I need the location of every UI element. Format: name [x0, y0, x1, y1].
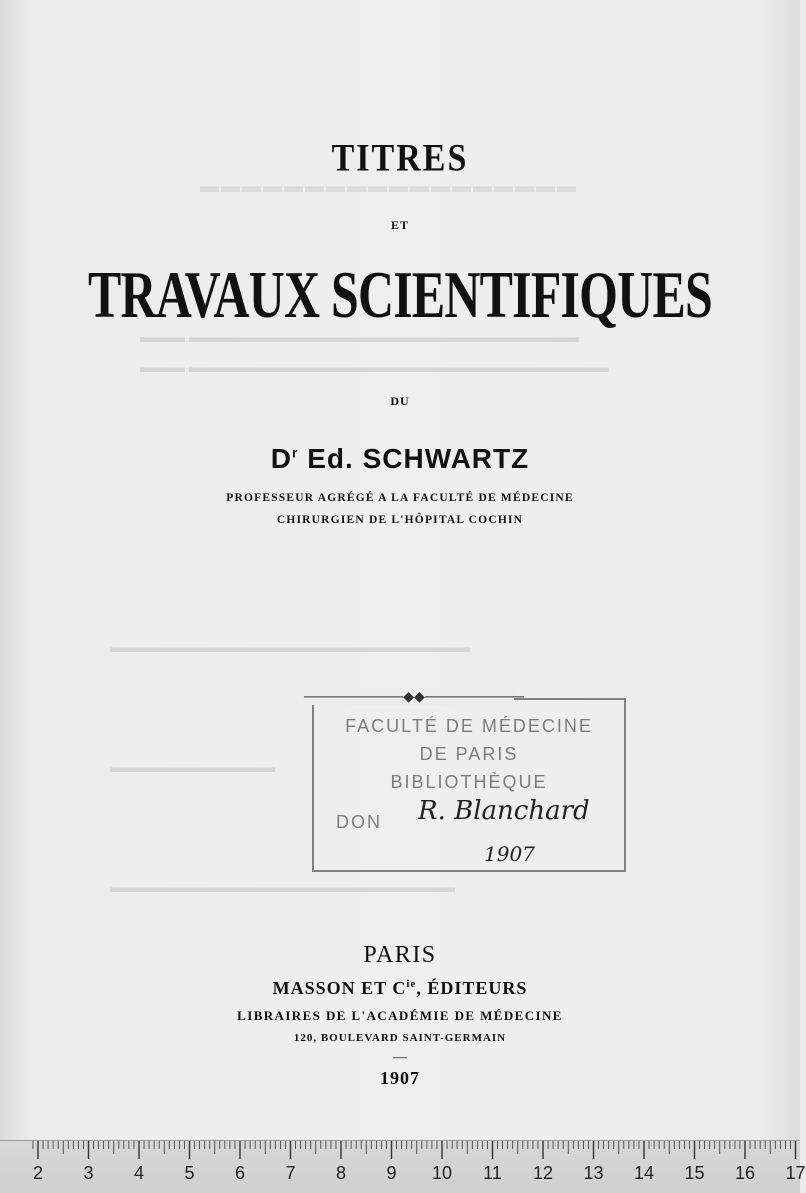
- stamp-line-1: FACULTÉ DE MÉDECINE: [345, 716, 593, 736]
- bleed-through-heading: ▬▬▬▬▬▬▬▬▬▬▬▬▬▬▬▬▬▬: [200, 176, 578, 197]
- ruler-number: 10: [431, 1163, 453, 1183]
- imprint-year: 1907: [380, 1068, 420, 1088]
- author-name: [0, 443, 800, 475]
- ruler-number: 9: [386, 1163, 397, 1183]
- publisher-end: , ÉDITEURS: [416, 978, 528, 998]
- ruler-number: 2: [32, 1163, 44, 1183]
- author-full-name: Ed. SCHWARTZ: [307, 443, 530, 474]
- ruler-ticks: [0, 1141, 800, 1193]
- title-conjunction: ET: [390, 218, 409, 232]
- title-line-2: TRAVAUX SCIENTIFIQUES: [88, 257, 712, 332]
- author-position-2: CHIRURGIEN DE L'HÔPITAL COCHIN: [276, 514, 524, 526]
- imprint-libraires: LIBRAIRES DE L'ACADÉMIE DE MÉDECINE: [237, 1008, 563, 1023]
- bleed-through-text: ▬▬▬ ▬▬▬▬▬▬▬▬▬▬▬▬▬▬▬▬▬▬▬▬▬▬▬▬▬▬: [140, 330, 579, 346]
- author-position-1: PROFESSEUR AGRÉGÉ A LA FACULTÉ DE MÉDECINE: [226, 492, 574, 504]
- author-preposition: DU: [390, 394, 410, 408]
- ruler-number: 5: [184, 1163, 195, 1183]
- stamp-line-3: BIBLIOTHÈQUE: [390, 772, 548, 792]
- stamp-line-2: DE PARIS: [419, 744, 519, 764]
- ruler-number: 14: [633, 1163, 655, 1183]
- ruler-number: 12: [532, 1163, 554, 1183]
- title-line-1: TITRES: [331, 137, 469, 180]
- imprint-address: 120, BOULEVARD SAINT-GERMAIN: [293, 1032, 507, 1044]
- bleed-through-text: ▬▬▬▬▬▬▬▬▬▬▬▬▬▬▬▬▬▬▬▬▬▬▬▬: [110, 640, 470, 656]
- imprint-publisher: [0, 978, 800, 999]
- publisher-sup: ie: [406, 978, 417, 990]
- ruler-number: 11: [483, 1163, 502, 1183]
- library-stamp: [304, 688, 626, 872]
- ruler-number: 17: [785, 1163, 806, 1183]
- handwritten-year: 1907: [484, 842, 535, 866]
- author-prefix: D: [270, 443, 292, 474]
- measuring-ruler: [0, 1140, 806, 1193]
- stamp-line-4: DON: [336, 812, 382, 832]
- bleed-through-text: ▬▬▬ ▬▬▬▬▬▬▬▬▬▬▬▬▬▬▬▬▬▬▬▬▬▬▬▬▬▬▬▬: [140, 360, 609, 376]
- ruler-number: 13: [583, 1163, 604, 1183]
- ruler-number: 8: [335, 1163, 347, 1183]
- imprint-separator: —: [393, 1050, 407, 1065]
- ruler-number: 7: [285, 1163, 296, 1183]
- ruler-number: 15: [684, 1163, 705, 1183]
- ruler-number: 16: [734, 1163, 756, 1183]
- imprint-city: PARIS: [363, 942, 437, 968]
- author-prefix-sup: r: [292, 444, 299, 461]
- ruler-number: 4: [133, 1163, 145, 1183]
- bleed-through-text: ▬▬▬▬▬▬▬▬▬▬▬▬▬▬▬▬▬▬▬▬▬▬▬: [110, 880, 455, 896]
- ornament-rule: ──────────◆◆──────────: [304, 688, 524, 704]
- ruler-number: 6: [234, 1163, 246, 1183]
- ruler-number: 3: [83, 1163, 94, 1183]
- handwritten-signature: R. Blanchard: [418, 796, 590, 826]
- publisher-main: MASSON ET C: [272, 978, 407, 998]
- bleed-through-text: ▬▬▬▬▬▬▬▬▬▬▬: [110, 760, 275, 776]
